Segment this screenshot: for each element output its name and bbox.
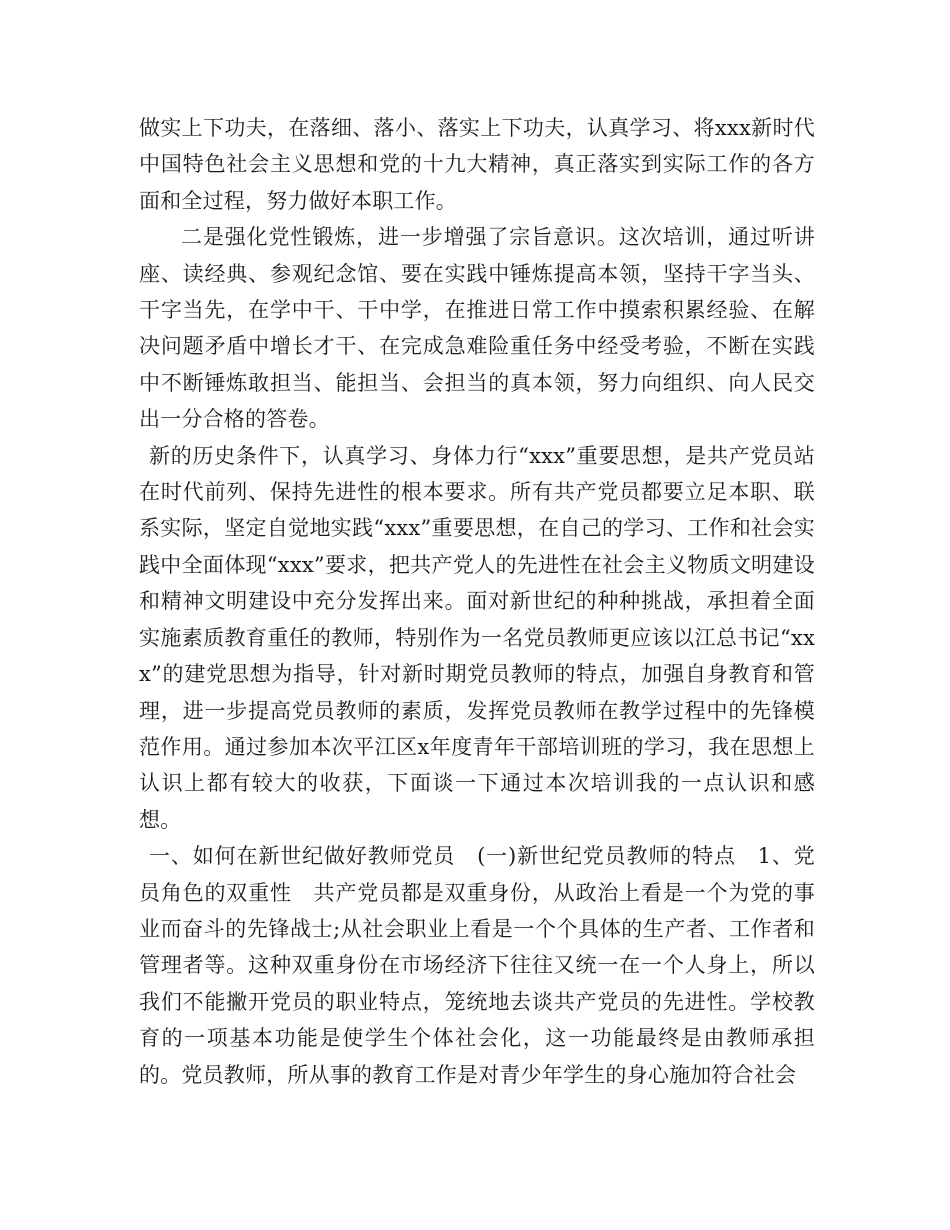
document-page (139, 110, 815, 1093)
paragraph-1: 做实上下功夫，在落细、落小、落实上下功夫，认真学习、将xxx新时代中国特色社会主义思想和党的十九大精神，真正落实到实际工作的各方面和全过程，努力做好本职工作。 (139, 116, 815, 213)
paragraph-2: 二是强化党性锻炼，进一步增强了宗旨意识。这次培训，通过听讲座、读经典、参观纪念馆、要在实践中锤炼提高本领，坚持干字当头、干字当先，在学中干、干中学，在推进日常工作中摸索积累经验、在解决问题矛盾中增长才干、在完成急难险重任务中经受考验，不断在实践中不断锤炼敢担当、能担当、会担当的真本领，努力向组织、向人民交出一分合格的答卷。 (139, 225, 815, 432)
paragraph-3: 新的历史条件下，认真学习、身体力行“xxx”重要思想，是共产党员站在时代前列、保持先进性的根本要求。所有共产党员都要立足本职、联系实际，坚定自觉地实践“xxx”重要思想，在自己的学习、工作和社会实践中全面体现“xxx”要求，把共产党人的先进性在社会主义物质文明建设和精神文明建设中充分发挥出来。面对新世纪的种种挑战，承担着全面实施素质教育重任的教师，特别作为一名党员教师更应该以江总书记“xxx”的建党思想为指导，针对新时期党员教师的特点，加强自身教育和管理，进一步提高党员教师的素质，发挥党员教师在教学过程中的先锋模范作用。通过参加本次平江区x年度青年干部培训班的学习，我在思想上认识上都有较大的收获，下面谈一下通过本次培训我的一点认识和感想。 (139, 443, 815, 832)
paragraph-4: 一、如何在新世纪做好教师党员 (一)新世纪党员教师的特点 1、党员角色的双重性 共产党员都是双重身份，从政治上看是一个为党的事业而奋斗的先锋战士;从社会职业上看是一个个具体的生产者、工作者和管理者等。这种双重身份在市场经济下往往又统一在一个人身上，所以我们不能撇开党员的职业特点，笼统地去谈共产党员的先进性。学校教育的一项基本功能是使学生个体社会化，这一功能最终是由教师承担的。党员教师，所从事的教育工作是对青少年学生的身心施加符合社会 (139, 844, 815, 1087)
